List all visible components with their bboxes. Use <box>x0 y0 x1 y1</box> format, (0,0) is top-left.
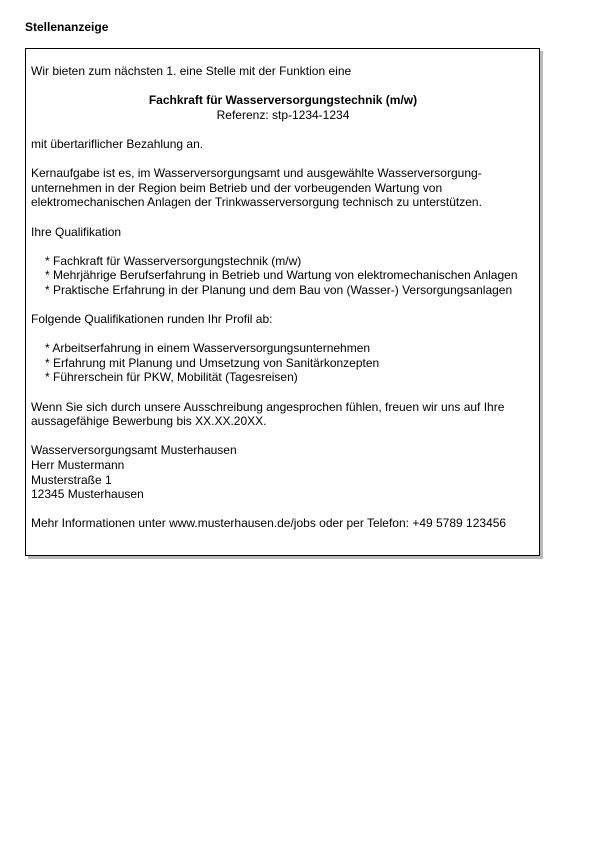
contact-city: 12345 Musterhausen <box>31 487 144 502</box>
profile-item: * Führerschein für PKW, Mobilität (Tagesreisen) <box>45 370 298 385</box>
qualifications-heading: Ihre Qualifikation <box>31 224 122 239</box>
application-text: Wenn Sie sich durch unsere Ausschreibung angesprochen fühlen, freuen wir uns auf Ihre aussagefähige Bewerbung bis XX.XX.20XX. <box>31 399 505 429</box>
page-title: Stellenanzeige <box>25 20 109 34</box>
job-title: Fachkraft für Wasserversorgungstechnik (m/w) <box>148 93 418 108</box>
contact-organization: Wasserversorgungsamt Musterhausen <box>31 443 237 458</box>
contact-person: Herr Mustermann <box>31 458 125 473</box>
intro-text: Wir bieten zum nächsten 1. eine Stelle mit der Funktion eine <box>31 64 352 78</box>
reference-number: Referenz: stp-1234-1234 <box>216 107 350 122</box>
more-info-text: Mehr Informationen unter www.musterhausen.de/jobs oder per Telefon: +49 5789 123456 <box>31 516 507 531</box>
profile-item: * Erfahrung mit Planung und Umsetzung von Sanitärkonzepten <box>45 355 380 370</box>
qualification-item: * Fachkraft für Wasserversorgungstechnik (m/w) <box>45 253 302 268</box>
qualification-item: * Praktische Erfahrung in der Planung und dem Bau von (Wasser-) Versorgungsanlagen <box>45 282 513 297</box>
core-task-text: Kernaufgabe ist es, im Wasserversorgungsamt und ausgewählte Wasserversorgung-unternehmen in der Region beim Betrieb und der vorbeugenden Wartung von elektromechanischen Anlagen der Trinkwasserversorgung technisch zu unterstützen. <box>31 166 482 210</box>
contact-street: Musterstraße 1 <box>31 472 112 487</box>
job-ad-box <box>25 48 540 556</box>
qualification-item: * Mehrjährige Berufserfahrung in Betrieb und Wartung von elektromechanischen Anlagen <box>45 268 518 283</box>
salary-text: mit übertariflicher Bezahlung an. <box>31 136 204 151</box>
profile-heading: Folgende Qualifikationen runden Ihr Profil ab: <box>31 312 273 327</box>
profile-item: * Arbeitserfahrung in einem Wasserversorgungsunternehmen <box>45 341 371 356</box>
